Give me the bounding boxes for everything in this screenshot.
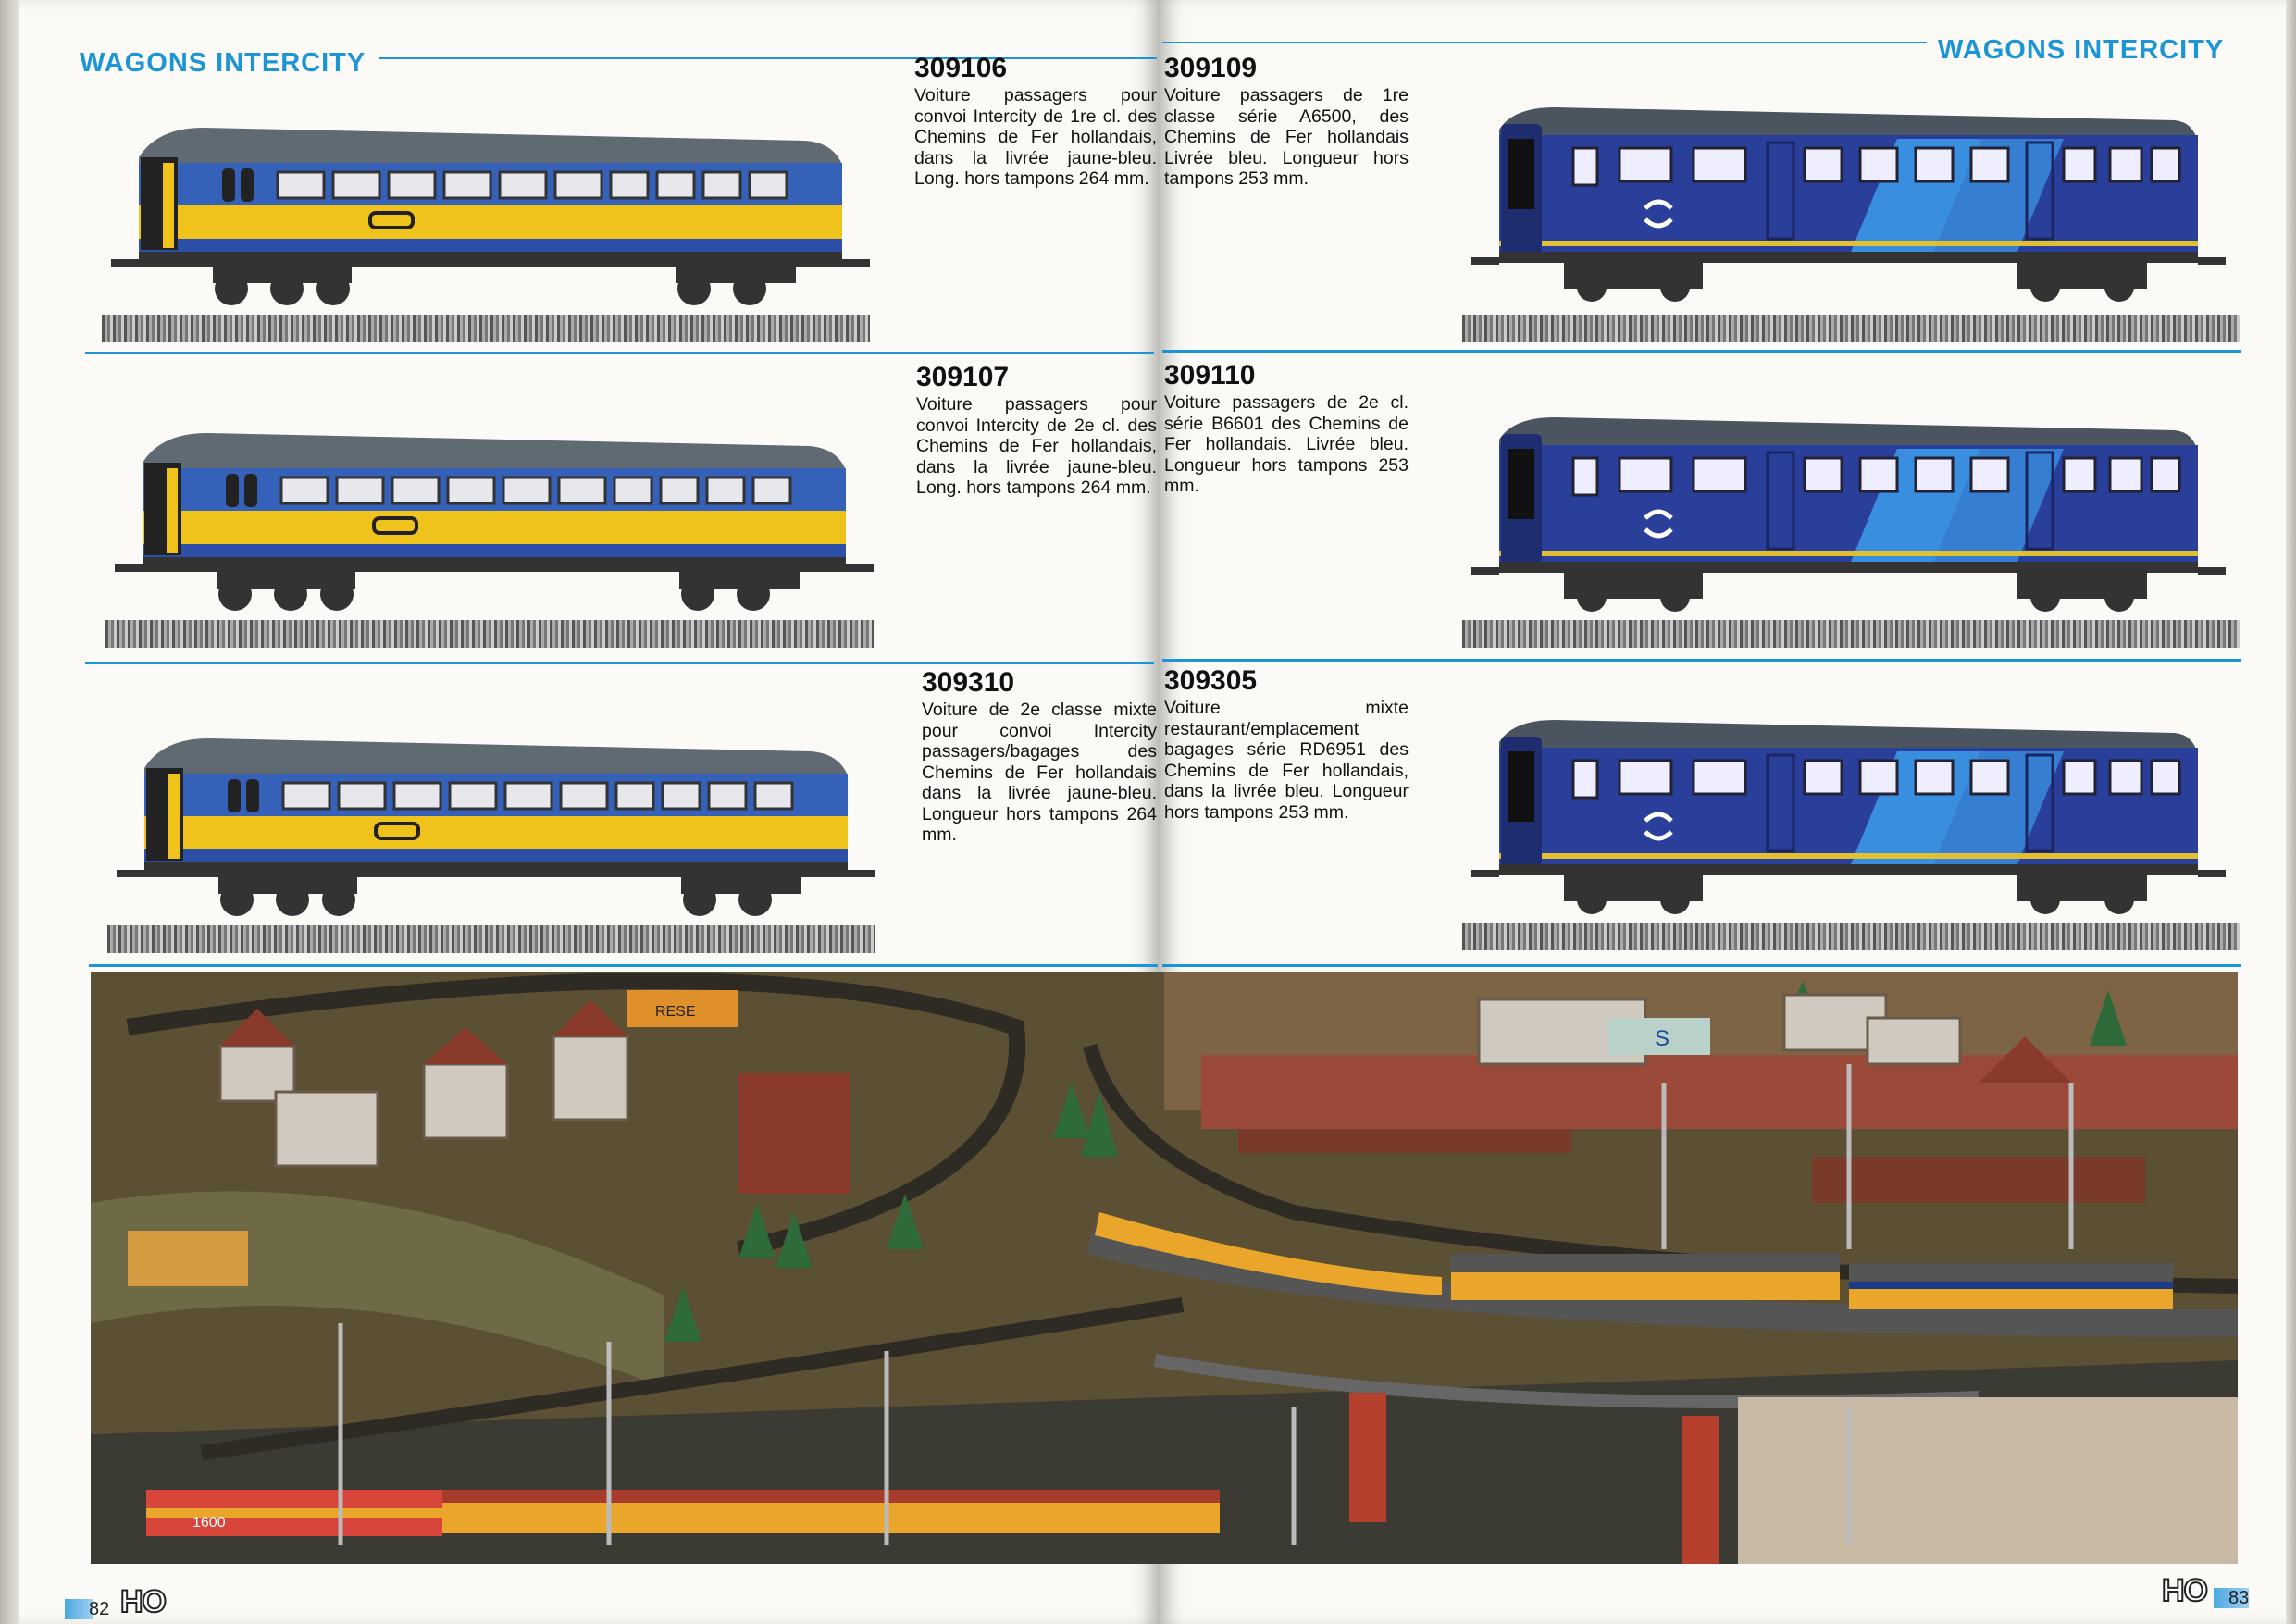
product-desc: Voiture passagers de 1re classe série A6500, des Chemins de Fer hollandais Livrée bleu. Longueur hors tampons 253 mm. — [1164, 85, 1409, 189]
separator-left-2 — [85, 662, 1154, 664]
product-desc: Voiture de 2e classe mixte pour convoi Intercity passagers/bagages des Chemins de Fer hollandais dans la livrée jaune-bleu. Longueur hors tampons 264 mm. — [922, 700, 1157, 845]
track-ballast — [1462, 620, 2240, 648]
product-desc: Voiture passagers de 2e cl. série B6601 des Chemins de Fer hollandais. Livrée bleu. Longueur hors tampons 253 mm. — [1164, 392, 1409, 496]
coach-photo-309109 — [1462, 102, 2240, 342]
page-number-right: 83 — [2228, 1588, 2250, 1608]
track-ballast — [105, 620, 874, 648]
product-309109 — [1164, 54, 1409, 190]
page-number-left: 82 — [89, 1599, 110, 1619]
product-ref: 309107 — [916, 362, 1010, 392]
sign-s: S — [1655, 1026, 1670, 1051]
section-title-right: WAGONS INTERCITY — [1938, 35, 2225, 65]
product-desc: Voiture passagers pour convoi Intercity de 2e cl. des Chemins de Fer hollandais, dans la livrée jaune-bleu. Long. hors tampons 264 mm. — [916, 394, 1157, 498]
separator-left-3 — [89, 964, 1158, 967]
loco-number: 1600 — [192, 1515, 226, 1531]
separator-right-3 — [1162, 964, 2241, 967]
separator-left-1 — [85, 352, 1154, 354]
product-309305 — [1164, 666, 1409, 823]
coach-photo-309110 — [1462, 412, 2240, 652]
coach-photo-309107 — [105, 426, 874, 657]
product-309107 — [916, 363, 1157, 499]
track-ballast — [1462, 315, 2240, 342]
product-ref: 309109 — [1164, 53, 1258, 83]
product-desc: Voiture mixte restaurant/emplacement bagages série RD6951 des Chemins de Fer hollandais, dans la livrée bleu. Longueur hors tampons 253 mm. — [1164, 698, 1409, 823]
track-ballast — [102, 315, 870, 342]
book-edge-left — [0, 0, 19, 1624]
product-ref: 309305 — [1164, 665, 1258, 696]
product-ref: 309106 — [914, 53, 1008, 83]
track-ballast — [107, 925, 875, 953]
scale-badge-left: HO — [120, 1584, 166, 1619]
scale-badge-right: HO — [2162, 1573, 2207, 1608]
track-ballast — [1462, 923, 2240, 950]
title-rule-right — [1162, 42, 1927, 43]
product-ref: 309110 — [1164, 360, 1256, 391]
product-309110 — [1164, 361, 1409, 497]
section-title-left: WAGONS INTERCITY — [80, 48, 366, 78]
product-ref: 309310 — [922, 667, 1015, 698]
coach-photo-309106 — [102, 120, 870, 352]
coach-photo-309310 — [107, 731, 875, 962]
separator-right-2 — [1162, 659, 2241, 662]
coach-photo-309305 — [1462, 714, 2240, 955]
separator-right-1 — [1162, 350, 2241, 353]
product-desc: Voiture passagers pour convoi Intercity de 1re cl. des Chemins de Fer hollandais, dans la livrée jaune-bleu. Long. hors tampons 264 mm. — [914, 85, 1157, 189]
book-edge-right — [2286, 0, 2296, 1624]
product-309106 — [914, 54, 1157, 190]
layout-photo — [91, 972, 2238, 1564]
product-309310 — [922, 668, 1157, 846]
sign-rese: RESE — [655, 1004, 696, 1020]
